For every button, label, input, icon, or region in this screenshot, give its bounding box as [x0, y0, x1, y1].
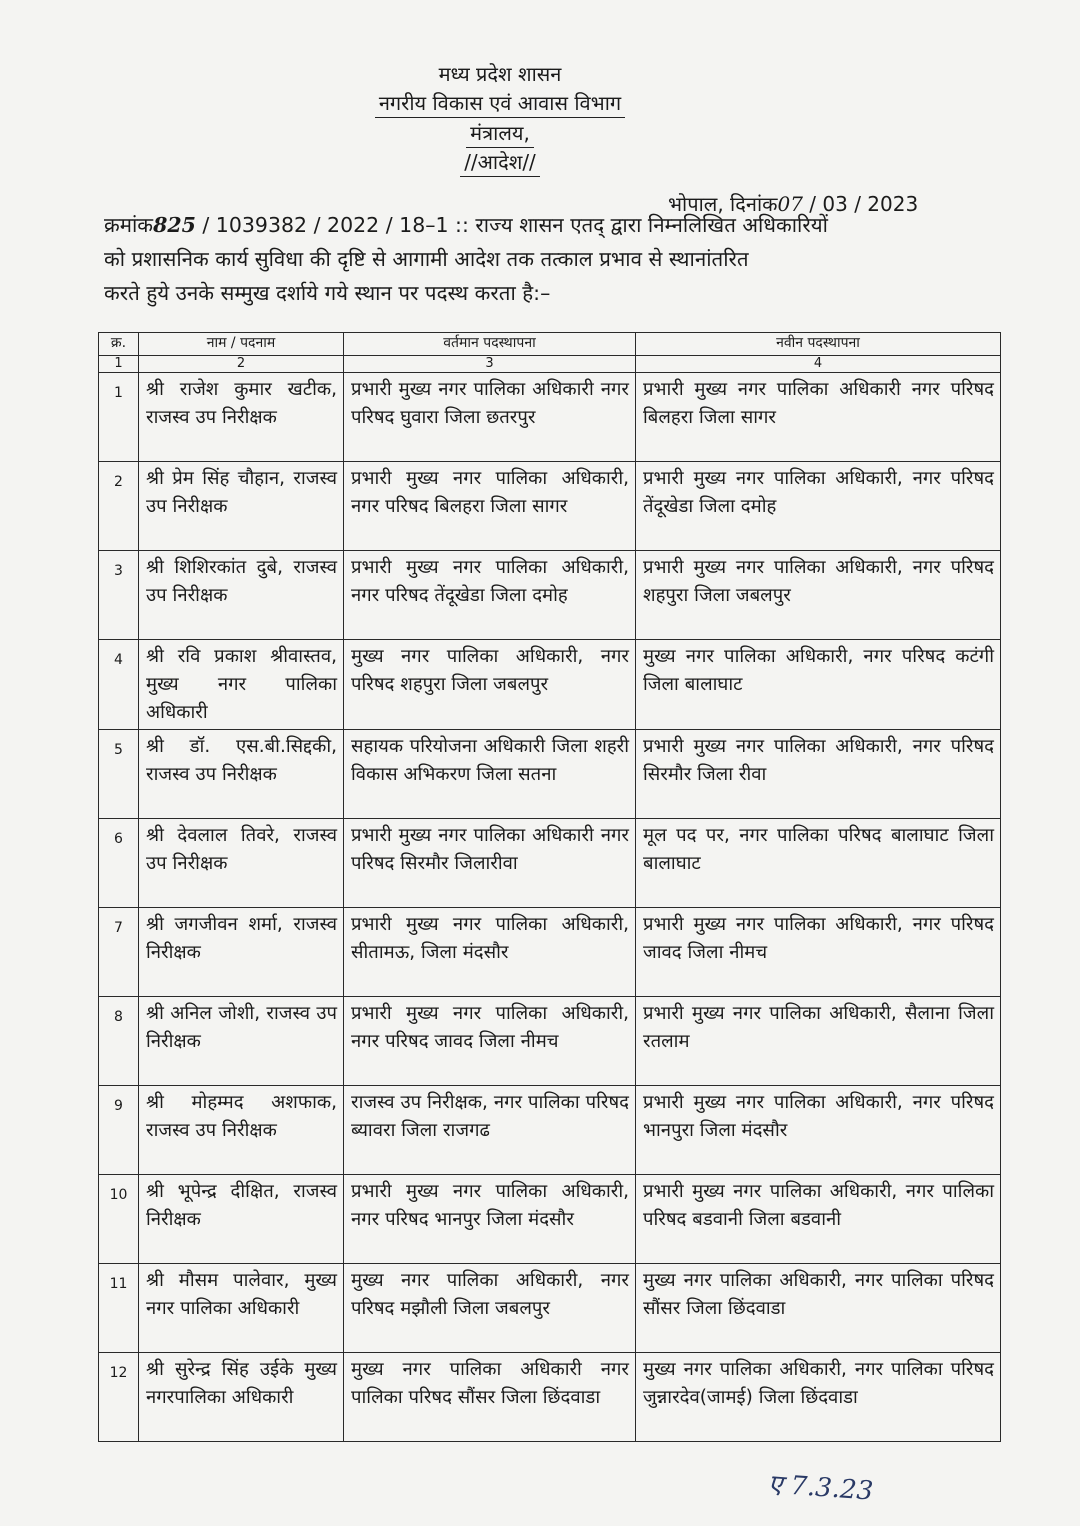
row-new-posting: मुख्य नगर पालिका अधिकारी, नगर पालिका परिषद जुन्नारदेव(जामई) जिला छिंदवाडा — [636, 1353, 1001, 1442]
handwritten-initials: ए 7.3.23 — [766, 1469, 875, 1507]
header-department: नगरीय विकास एवं आवास विभाग — [0, 91, 1080, 118]
row-current-posting: प्रभारी मुख्य नगर पालिका अधिकारी, सीतामऊ, जिला मंदसौर — [344, 908, 636, 997]
row-new-posting: प्रभारी मुख्य नगर पालिका अधिकारी, नगर परिषद शहपुरा जिला जबलपुर — [636, 551, 1001, 640]
row-name: श्री शिशिरकांत दुबे, राजस्व उप निरीक्षक — [139, 551, 344, 640]
table-row — [99, 1353, 1001, 1442]
row-new-posting: मुख्य नगर पालिका अधिकारी, नगर पालिका परिषद सौंसर जिला छिंदवाडा — [636, 1264, 1001, 1353]
row-sn: 9 — [99, 1086, 139, 1175]
table-row — [99, 462, 1001, 551]
row-sn: 6 — [99, 819, 139, 908]
row-name: श्री अनिल जोशी, राजस्व उप निरीक्षक — [139, 997, 344, 1086]
row-current-posting: प्रभारी मुख्य नगर पालिका अधिकारी नगर परिषद घुवारा जिला छतरपुर — [344, 373, 636, 462]
row-new-posting: प्रभारी मुख्य नगर पालिका अधिकारी, नगर परिषद जावद जिला नीमच — [636, 908, 1001, 997]
row-sn: 1 — [99, 373, 139, 462]
dateline: भोपाल, दिनांक07 / 03 / 2023 — [668, 192, 919, 216]
row-current-posting: प्रभारी मुख्य नगर पालिका अधिकारी नगर परिषद सिरमौर जिलारीवा — [344, 819, 636, 908]
row-sn: 7 — [99, 908, 139, 997]
row-name: श्री सुरेन्द्र सिंह उईके मुख्य नगरपालिका अधिकारी — [139, 1353, 344, 1442]
table-row — [99, 1086, 1001, 1175]
table-row — [99, 551, 1001, 640]
row-current-posting: सहायक परियोजना अधिकारी जिला शहरी विकास अभिकरण जिला सतना — [344, 730, 636, 819]
table-row — [99, 1264, 1001, 1353]
order-line-3: करते हुये उनके सम्मुख दर्शाये गये स्थान पर पदस्थ करता है:– — [104, 281, 551, 305]
handwritten-order-number: 825 — [153, 213, 196, 237]
table-row — [99, 373, 1001, 462]
row-current-posting: मुख्य नगर पालिका अधिकारी, नगर परिषद मझौली जिला जबलपुर — [344, 1264, 636, 1353]
table-row — [99, 819, 1001, 908]
table-row — [99, 640, 1001, 730]
row-current-posting: राजस्व उप निरीक्षक, नगर पालिका परिषद ब्यावरा जिला राजगढ — [344, 1086, 636, 1175]
row-current-posting: प्रभारी मुख्य नगर पालिका अधिकारी, नगर परिषद तेंदूखेडा जिला दमोह — [344, 551, 636, 640]
row-new-posting: प्रभारी मुख्य नगर पालिका अधिकारी नगर परिषद बिलहरा जिला सागर — [636, 373, 1001, 462]
table-row — [99, 730, 1001, 819]
header-order-title: //आदेश// — [0, 150, 1080, 177]
row-sn: 2 — [99, 462, 139, 551]
row-name: श्री डॉ. एस.बी.सिद्दकी, राजस्व उप निरीक्षक — [139, 730, 344, 819]
handwritten-day: 07 — [777, 192, 803, 216]
row-sn: 4 — [99, 640, 139, 730]
row-new-posting: प्रभारी मुख्य नगर पालिका अधिकारी, नगर परिषद भानपुरा जिला मंदसौर — [636, 1086, 1001, 1175]
row-name: श्री देवलाल तिवरे, राजस्व उप निरीक्षक — [139, 819, 344, 908]
row-new-posting: प्रभारी मुख्य नगर पालिका अधिकारी, नगर परिषद तेंदूखेडा जिला दमोह — [636, 462, 1001, 551]
order-intro — [104, 208, 954, 310]
row-new-posting: मूल पद पर, नगर पालिका परिषद बालाघाट जिला बालाघाट — [636, 819, 1001, 908]
header-government: मध्य प्रदेश शासन — [438, 62, 562, 86]
col-header-name: नाम / पदनाम — [139, 333, 344, 356]
row-name: श्री जगजीवन शर्मा, राजस्व निरीक्षक — [139, 908, 344, 997]
row-sn: 11 — [99, 1264, 139, 1353]
col-header-current-posting: वर्तमान पदस्थापना — [344, 333, 636, 356]
row-sn: 8 — [99, 997, 139, 1086]
row-new-posting: प्रभारी मुख्य नगर पालिका अधिकारी, नगर परिषद सिरमौर जिला रीवा — [636, 730, 1001, 819]
row-current-posting: प्रभारी मुख्य नगर पालिका अधिकारी, नगर परिषद भानपुर जिला मंदसौर — [344, 1175, 636, 1264]
row-current-posting: प्रभारी मुख्य नगर पालिका अधिकारी, नगर परिषद बिलहरा जिला सागर — [344, 462, 636, 551]
row-name: श्री राजेश कुमार खटीक, राजस्व उप निरीक्षक — [139, 373, 344, 462]
row-current-posting: मुख्य नगर पालिका अधिकारी, नगर परिषद शहपुरा जिला जबलपुर — [344, 640, 636, 730]
table-column-number-row: 1 2 3 4 — [99, 356, 1001, 373]
transfer-table — [98, 332, 1001, 1442]
order-line-2: को प्रशासनिक कार्य सुविधा की दृष्टि से आगामी आदेश तक तत्काल प्रभाव से स्थानांतरित — [104, 247, 749, 271]
row-new-posting: प्रभारी मुख्य नगर पालिका अधिकारी, सैलाना जिला रतलाम — [636, 997, 1001, 1086]
row-sn: 10 — [99, 1175, 139, 1264]
row-sn: 3 — [99, 551, 139, 640]
row-new-posting: मुख्य नगर पालिका अधिकारी, नगर परिषद कटंगी जिला बालाघाट — [636, 640, 1001, 730]
row-sn: 12 — [99, 1353, 139, 1442]
row-name: श्री मोहम्मद अशफाक, राजस्व उप निरीक्षक — [139, 1086, 344, 1175]
row-current-posting: मुख्य नगर पालिका अधिकारी नगर पालिका परिषद सौंसर जिला छिंदवाडा — [344, 1353, 636, 1442]
table-row — [99, 1175, 1001, 1264]
row-current-posting: प्रभारी मुख्य नगर पालिका अधिकारी, नगर परिषद जावद जिला नीमच — [344, 997, 636, 1086]
row-sn: 5 — [99, 730, 139, 819]
table-header-row — [99, 333, 1001, 356]
table-row — [99, 908, 1001, 997]
row-name: श्री प्रेम सिंह चौहान, राजस्व उप निरीक्षक — [139, 462, 344, 551]
col-header-new-posting: नवीन पदस्थापना — [636, 333, 1001, 356]
row-name: श्री मौसम पालेवार, मुख्य नगर पालिका अधिकारी — [139, 1264, 344, 1353]
order-line-1: क्रमांक825 / 1039382 / 2022 / 18–1 :: राज्य शासन एतद् द्वारा निम्नलिखित अधिकारियों — [104, 213, 828, 237]
row-name: श्री रवि प्रकाश श्रीवास्तव, मुख्य नगर पालिका अधिकारी — [139, 640, 344, 730]
table-row — [99, 997, 1001, 1086]
col-header-sn: क्र. — [99, 333, 139, 356]
header-ministry: मंत्रालय, — [0, 121, 1080, 148]
row-new-posting: प्रभारी मुख्य नगर पालिका अधिकारी, नगर पालिका परिषद बडवानी जिला बडवानी — [636, 1175, 1001, 1264]
row-name: श्री भूपेन्द्र दीक्षित, राजस्व निरीक्षक — [139, 1175, 344, 1264]
